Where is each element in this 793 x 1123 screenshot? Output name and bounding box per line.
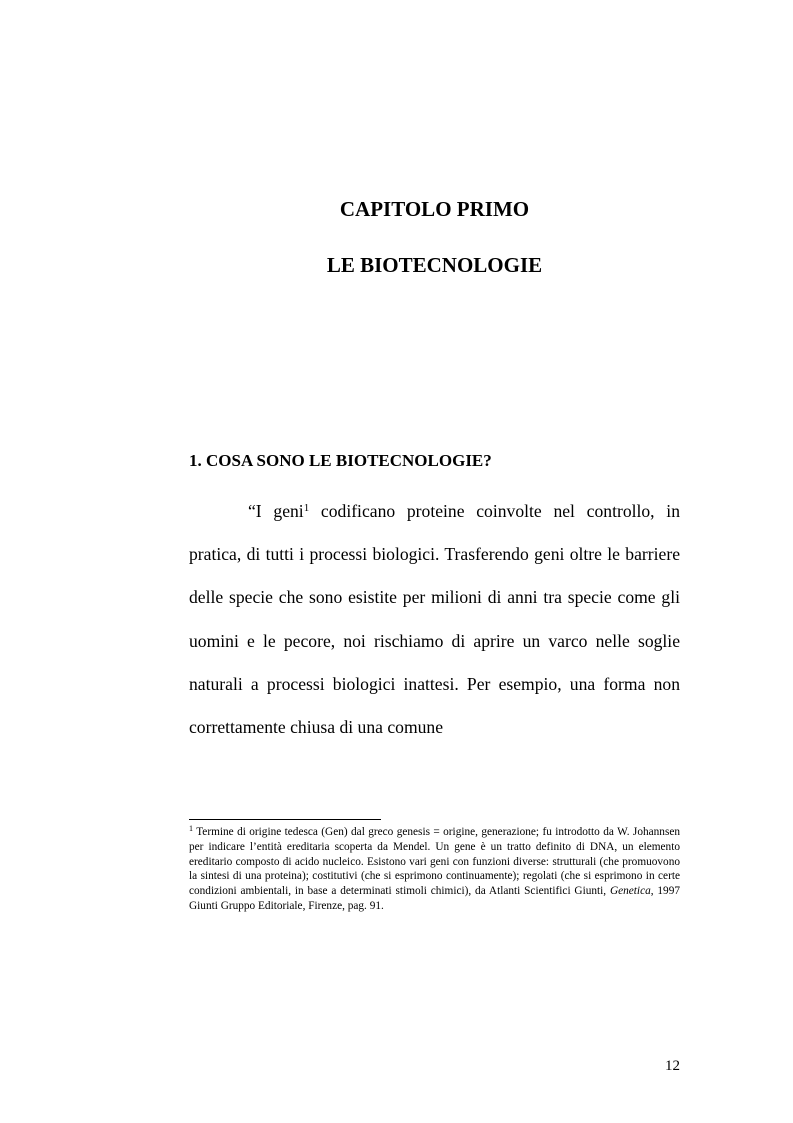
footnote-reference: 1 (303, 502, 310, 514)
footnote-mark: 1 (189, 824, 193, 833)
chapter-title: LE BIOTECNOLOGIE (326, 253, 543, 277)
section-heading: 1. COSA SONO LE BIOTECNOLOGIE? (189, 451, 492, 470)
footnote-book-title: Genetica (609, 885, 651, 898)
footnote-separator (189, 819, 381, 820)
footnote (189, 825, 680, 914)
body-text-after-ref: codificano proteine coinvolte nel controllo, in pratica, di tutti i processi biologici. Trasferendo geni oltre le barriere delle specie che sono esistite per milioni di anni tra specie come gli uomini e le pecore, noi rischiamo di aprire un varco nelle soglie naturali a processi biologici inattesi. Per esempio, una forma non correttamente chiusa di una comune (189, 501, 680, 738)
footnote-text-part1: Termine di origine tedesca (Gen) dal greco genesis = origine, generazione; fu introdotto da W. Johannsen per indicare l’entità ereditaria scoperta da Mendel. Un gene è un tratto definito di DNA, un elemento ereditario composto di acido nucleico. Esistono vari geni con funzioni diverse: strutturali (che promuovono la sintesi di una proteina); costitutivi (che si esprimono continuamente); regolati (che si esprimono in certe condizioni ambientali, in base a determinati stimoli chimici), da Atlanti Scientifici Giunti, (189, 826, 680, 898)
page-number: 12 (665, 1058, 680, 1074)
body-paragraph (189, 490, 680, 749)
body-text-before-ref: “I geni (248, 501, 304, 521)
footnote-text-part2: , 1997 Giunti Gruppo Editoriale, Firenze, pag. 91. (189, 885, 680, 912)
chapter-number: CAPITOLO PRIMO (339, 197, 530, 221)
